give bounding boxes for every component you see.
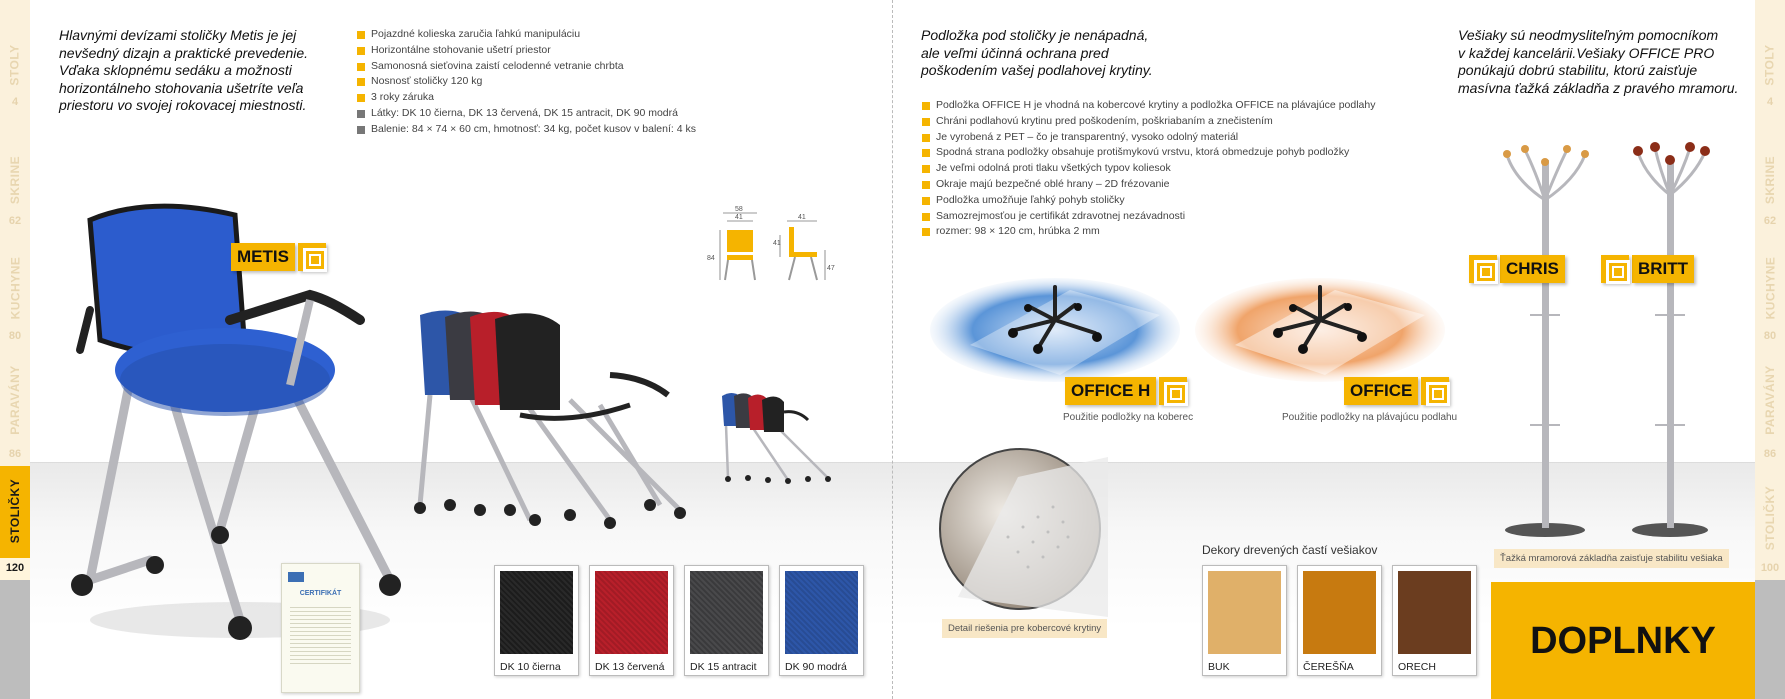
feature-item: rozmer: 98 × 120 cm, hrúbka 2 mm xyxy=(922,224,1375,240)
tab-stolicky-right[interactable] xyxy=(1755,480,1785,580)
right-side-nav xyxy=(1755,0,1785,699)
brand-logo-icon xyxy=(1421,377,1449,405)
tab-page-number: 4 xyxy=(1766,96,1774,108)
intro-line: ale veľmi účinná ochrana pred xyxy=(921,44,1109,61)
dekor-label: ORECH xyxy=(1398,661,1436,673)
tab-page-number: 62 xyxy=(8,215,22,227)
feature-item: Podložka OFFICE H je vhodná na kobercové krytiny a podložka OFFICE na plávajúce podlahy xyxy=(922,98,1375,114)
office-caption: Použitie podložky na plávajúcu podlahu xyxy=(1282,412,1458,423)
dekor-swatch-orech[interactable] xyxy=(1392,565,1477,676)
intro-line: poškodením vašej podlahovej krytiny. xyxy=(921,62,1153,78)
tab-kuchyne-left[interactable] xyxy=(0,250,30,345)
fabric-label: DK 13 červená xyxy=(595,661,665,673)
dekor-label: ČEREŠŇA xyxy=(1303,661,1354,673)
tab-kuchyne-right[interactable] xyxy=(1755,250,1785,345)
dim-h1: 84 xyxy=(707,255,715,262)
tab-page-number: 62 xyxy=(1763,215,1777,227)
tab-page-number: 86 xyxy=(8,448,22,460)
metis-stacked-chairs-image xyxy=(410,305,700,535)
certificate-image xyxy=(281,563,360,693)
tab-label: KUCHYNE xyxy=(8,256,22,319)
feature-item: 3 roky záruka xyxy=(357,90,696,106)
tab-label: STOLY xyxy=(8,44,22,86)
fabric-texture xyxy=(690,571,763,654)
office-h-mat-image xyxy=(930,275,1180,385)
feature-item: Pojazdné kolieska zaručia ľahkú manipuláciu xyxy=(357,27,696,43)
coat-hangers-image xyxy=(1495,140,1735,540)
fabric-label: DK 15 antracit xyxy=(690,661,757,673)
feature-item: Nosnosť stoličky 120 kg xyxy=(357,74,696,90)
tab-page-number: 80 xyxy=(1763,330,1777,342)
tab-stolicky-left-active[interactable] xyxy=(0,466,30,580)
feature-item: Okraje majú bezpečné oblé hrany – 2D frézovanie xyxy=(922,177,1375,193)
tab-label: STOLIČKY xyxy=(1763,485,1778,550)
intro-line: Vešiaky sú neodmysliteľným pomocníkom xyxy=(1458,27,1719,43)
britt-badge-label: BRITT xyxy=(1632,255,1694,283)
intro-line: ponúkajú dobrú stabilitu, ktorú zaisťuje xyxy=(1458,62,1698,78)
left-side-nav xyxy=(0,0,30,699)
fabric-swatch-dk15[interactable] xyxy=(684,565,769,676)
fabric-swatch-dk90[interactable] xyxy=(779,565,864,676)
metis-small-stack-image xyxy=(718,390,843,485)
feature-item: Chráni podlahovú krytinu pred poškodením, poškriabaním a znečistením xyxy=(922,114,1375,130)
fabric-label: DK 90 modrá xyxy=(785,661,847,673)
office-badge-label: OFFICE xyxy=(1344,377,1418,405)
tab-label: STOLIČKY xyxy=(8,478,23,544)
intro-line: nevšedný dizajn a praktické prevedenie. xyxy=(59,44,309,61)
metis-badge xyxy=(231,243,329,271)
fabric-texture xyxy=(500,571,573,654)
fabric-label: DK 10 čierna xyxy=(500,661,561,673)
brand-logo-icon xyxy=(1159,377,1187,405)
section-title: DOPLNKY xyxy=(1530,620,1716,662)
feature-item: Samonosná sieťovina zaistí celodenné vetranie chrbta xyxy=(357,59,696,75)
fabric-texture xyxy=(595,571,668,654)
office-h-caption: Použitie podložky na koberec xyxy=(1063,412,1194,423)
chris-badge xyxy=(1466,255,1565,283)
intro-line: v každej kancelárii.Vešiaky OFFICE PRO xyxy=(1458,44,1715,61)
fabric-texture xyxy=(785,571,858,654)
feature-item: Samozrejmosťou je certifikát zdravotnej nezávadnosti xyxy=(922,209,1375,225)
tab-page-number: 80 xyxy=(8,330,22,342)
dim-w3: 41 xyxy=(798,214,806,221)
office-mat-image xyxy=(1195,275,1445,385)
office-h-badge xyxy=(1065,377,1190,405)
dim-w2: 41 xyxy=(735,214,743,221)
dekor-label: BUK xyxy=(1208,661,1230,673)
feature-item: Podložka umožňuje ľahký pohyb stoličky xyxy=(922,193,1375,209)
certificate-title: CERTIFIKÁT xyxy=(299,590,342,597)
page-fold-divider xyxy=(892,0,893,699)
dim-h2: 41 xyxy=(773,240,781,247)
hangers-intro xyxy=(1458,27,1738,97)
brand-logo-icon xyxy=(1601,255,1629,283)
intro-line: Vďaka sklopnému sedáku a možnosti xyxy=(59,62,292,78)
office-badge xyxy=(1344,377,1452,405)
tab-label: KUCHYNE xyxy=(1763,256,1777,319)
tab-stoly-left[interactable] xyxy=(0,40,30,110)
tab-stoly-right[interactable] xyxy=(1755,40,1785,110)
fabric-swatch-dk10[interactable] xyxy=(494,565,579,676)
intro-line: horizontálneho stohovania ušetríte veľa xyxy=(59,79,304,96)
tab-page-number: 100 xyxy=(1760,562,1780,574)
metis-feature-list xyxy=(357,27,696,138)
tab-skrine-left[interactable] xyxy=(0,150,30,230)
fabric-swatch-dk13[interactable] xyxy=(589,565,674,676)
tab-label: PARAVÁNY xyxy=(1763,365,1777,435)
feature-item: Je vyrobená z PET – čo je transparentný, vysoko odolný materiál xyxy=(922,130,1375,146)
wood-texture xyxy=(1398,571,1471,654)
tab-page-number: 86 xyxy=(1763,448,1777,460)
britt-badge xyxy=(1598,255,1694,283)
dim-h3: 47 xyxy=(827,265,835,272)
tab-label: SKRINE xyxy=(8,155,22,205)
tab-page-number: 120 xyxy=(5,562,25,574)
brand-logo-icon xyxy=(298,243,326,271)
feature-item: Horizontálne stohovanie ušetrí priestor xyxy=(357,43,696,59)
mat-detail-image xyxy=(938,447,1102,611)
metis-dimension-drawing xyxy=(705,205,835,285)
wood-texture xyxy=(1208,571,1281,654)
mats-feature-list xyxy=(922,98,1375,240)
dim-w1: 58 xyxy=(735,206,743,213)
feature-item: Spodná strana podložky obsahuje protišmykovú vrstvu, ktorá obmedzuje pohyb podložky xyxy=(922,145,1375,161)
tab-page-number: 4 xyxy=(11,96,19,108)
tab-label: STOLY xyxy=(1763,44,1777,86)
tab-label: SKRINE xyxy=(1763,155,1777,205)
tab-paravany-left[interactable] xyxy=(0,360,30,465)
chris-badge-label: CHRIS xyxy=(1500,255,1565,283)
intro-line: masívna ťažká základňa z pravého mramoru. xyxy=(1458,79,1739,96)
section-title-block xyxy=(1491,582,1755,699)
brand-logo-icon xyxy=(1469,255,1497,283)
metis-intro xyxy=(59,27,308,115)
mats-intro xyxy=(921,27,1153,80)
spec-item: Balenie: 84 × 74 × 60 cm, hmotnosť: 34 kg, počet kusov v balení: 4 ks xyxy=(357,122,696,138)
intro-line: Podložka pod stoličky je nenápadná, xyxy=(921,27,1149,43)
office-h-badge-label: OFFICE H xyxy=(1065,377,1156,405)
intro-line: priestoru vo svojej rokovacej miestnosti. xyxy=(59,97,307,113)
tab-skrine-right[interactable] xyxy=(1755,150,1785,230)
mat-detail-note: Detail riešenia pre kobercové krytiny xyxy=(942,619,1107,638)
tab-label: PARAVÁNY xyxy=(8,365,22,435)
dekor-swatch-ceresna[interactable] xyxy=(1297,565,1382,676)
tab-paravany-right[interactable] xyxy=(1755,360,1785,465)
hanger-base-note: Ťažká mramorová základňa zaisťuje stabilitu vešiaka xyxy=(1494,549,1729,568)
intro-line: Hlavnými devízami stoličky Metis je jej xyxy=(59,27,297,43)
wood-texture xyxy=(1303,571,1376,654)
metis-badge-label: METIS xyxy=(231,243,295,271)
dekor-swatch-buk[interactable] xyxy=(1202,565,1287,676)
spec-item: Látky: DK 10 čierna, DK 13 červená, DK 15 antracit, DK 90 modrá xyxy=(357,106,696,122)
dekor-title: Dekory drevených častí vešiakov xyxy=(1202,543,1378,557)
feature-item: Je veľmi odolná proti tlaku všetkých typov koliesok xyxy=(922,161,1375,177)
